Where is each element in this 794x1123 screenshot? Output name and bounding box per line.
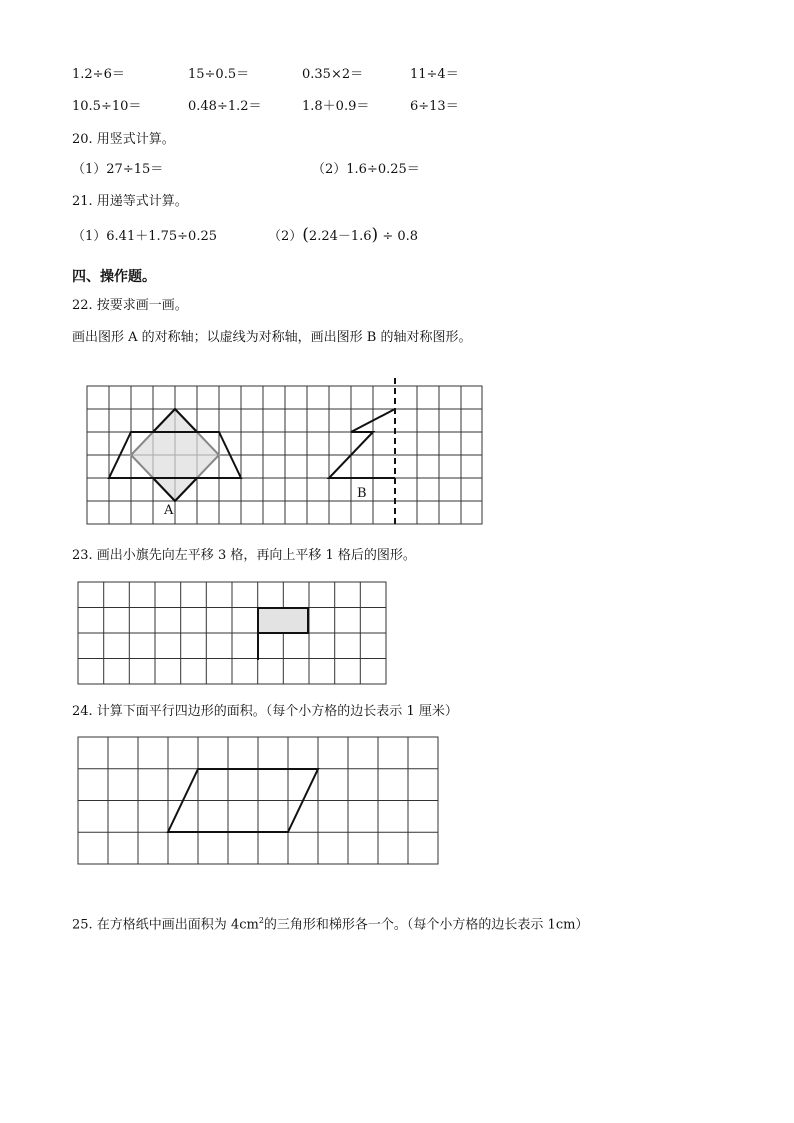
q21-item-2-suffix: ÷ 0.8 <box>382 229 419 244</box>
q21-item-2-expr: 2.24－1.6 <box>308 229 372 244</box>
q22-title: 22. 按要求画一画。 <box>72 298 188 313</box>
calc-2-4: 6÷13＝ <box>410 99 459 114</box>
q21-title: 21. 用递等式计算。 <box>72 194 188 209</box>
q24-title: 24. 计算下面平行四边形的面积。（每个小方格的边长表示 1 厘米） <box>72 704 458 719</box>
calc-2-2: 0.48÷1.2＝ <box>188 99 262 114</box>
section-heading: 四、操作题。 <box>72 269 156 285</box>
calc-1-1: 1.2÷6＝ <box>72 67 125 82</box>
right-paren: ) <box>371 225 379 245</box>
calc-1-4: 11÷4＝ <box>410 67 459 82</box>
q23-title: 23. 画出小旗先向左平移 3 格，再向上平移 1 格后的图形。 <box>72 548 416 563</box>
calc-1-3: 0.35×2＝ <box>302 67 364 82</box>
calc-1-2: 15÷0.5＝ <box>188 67 250 82</box>
q20-item-2: （2）1.6÷0.25＝ <box>312 162 420 177</box>
q21-item-1: （1）6.41＋1.75÷0.25 <box>72 229 217 244</box>
calc-2-1: 10.5÷10＝ <box>72 99 142 114</box>
q24-grid <box>78 737 438 864</box>
q21-item-2-prefix: （2） <box>268 229 303 244</box>
q20-item-1: （1）27÷15＝ <box>72 162 164 177</box>
q20-title: 20. 用竖式计算。 <box>72 132 175 147</box>
q25-prefix: 25. 在方格纸中画出面积为 4cm <box>72 917 259 933</box>
calc-2-3: 1.8＋0.9＝ <box>302 99 370 114</box>
q25-title <box>72 913 588 933</box>
q25-sup: 2 <box>258 916 264 925</box>
q22-text: 画出图形 A 的对称轴；以虚线为对称轴，画出图形 B 的轴对称图形。 <box>72 330 472 345</box>
figure-a-label: A <box>164 503 174 518</box>
figure-b-label: B <box>357 486 367 501</box>
q25-suffix: 的三角形和梯形各一个。（每个小方格的边长表示 1cm） <box>263 917 589 933</box>
left-paren: ( <box>302 225 309 245</box>
